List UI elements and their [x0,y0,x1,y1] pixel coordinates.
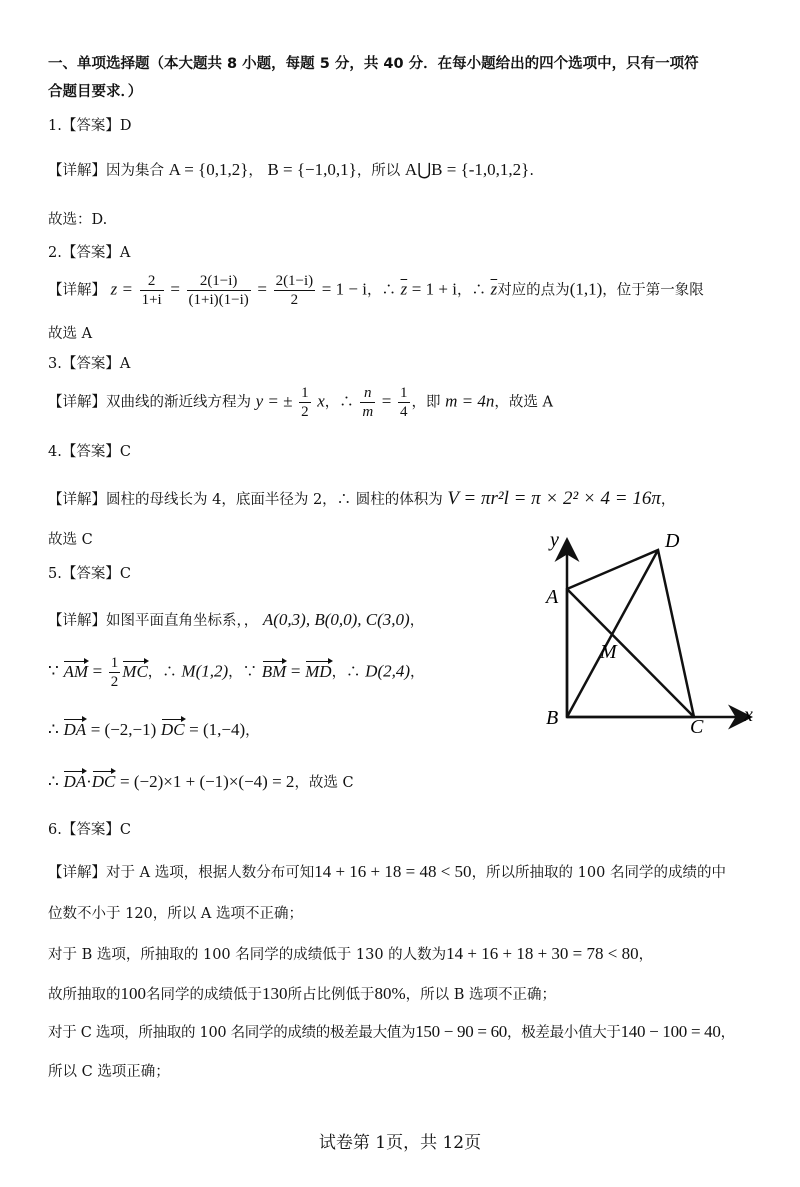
q1-set-a: A = {0,1,2} [168,160,249,179]
q5-dot-val: = (−2)×1 + (−1)×(−4) = 2 [120,772,295,791]
q2-zbar2: $\overline{z}$ [490,279,498,299]
q3-answer: 3.【答案】A [48,356,131,372]
q6-detail-line6: 所以 C 选项正确； [48,1064,170,1080]
q6-l1-math: 14 + 16 + 18 = 48 < 50 [314,862,472,881]
q6-l4d: ，所以 B 选项不正确； [405,987,557,1003]
q6-answer: 6.【答案】C [48,822,131,838]
q1-end: . [529,163,534,179]
quadrilateral-abcd [567,550,694,717]
label-c: C [690,716,704,738]
q5-text4: ，∵ [228,664,258,681]
q5-vec-bm: BM [261,661,287,681]
q5-vec-da2: DA [63,772,87,791]
q3-frac3-den: 4 [400,404,408,420]
q5-vec-dc: DC [160,720,185,739]
q3-text1: 双曲线的渐近线方程为 [106,394,251,411]
q2-result: = 1 − i [321,279,367,299]
label-m: M [600,641,617,663]
q5-answer: 5.【答案】C [48,566,131,582]
q2-zbar: $\overline{z}$ [400,279,408,299]
q5-text2: ， [409,613,425,629]
coordinate-figure [530,528,770,743]
q3-detail [48,384,553,421]
q5-detail-line1 [48,610,424,630]
q2-eq1: = [170,279,180,299]
label-a: A [546,586,559,608]
q1-sep: ， [248,163,263,179]
segment-ac [567,589,694,717]
q6-l5b: ，极差最小值大于 [507,1025,621,1041]
q5-text5: ，∴ [331,664,361,681]
q2-frac1-num: 2 [140,272,164,291]
q3-frac1 [299,384,311,421]
q1-union: A⋃B = {-1,0,1,2} [404,160,530,179]
q2-text4: ，位于第一象限 [602,282,704,299]
q4-detail [48,488,675,511]
q5-dot: · [86,772,92,791]
q5-detail-line2 [48,654,425,691]
q1-text2: ，所以 [356,163,401,179]
q5-coords: A(0,3), B(0,0), C(3,0) [262,610,410,629]
q5-because1: ∵ [48,661,59,681]
q3-frac1-num: 1 [301,385,309,401]
q3-frac3 [398,384,410,421]
q6-detail-line1 [48,862,726,882]
q5-detail-line3 [48,720,260,740]
q4-answer: 4.【答案】C [48,444,131,460]
q3-x: x [317,391,325,411]
q2-frac2-num: 2(1−i) [187,272,251,291]
section-title-line1: 一、单项选择题（本大题共 8 小题，每题 5 分，共 40 分．在每小题给出的四个选项中，只有一项符 [48,56,699,72]
q2-result2: = 1 + i [411,279,457,299]
q6-detail-line5 [48,1022,735,1042]
q3-eq: = [381,391,392,411]
detail-label: 【详解】 [48,492,106,508]
q2-frac3-den: 2 [290,292,299,308]
q6-l4a: 故所抽取的 [48,987,121,1003]
q3-frac2-num: n [360,384,375,403]
q6-l4-math2: 130 [262,984,288,1003]
q6-l3-math: 14 + 16 + 18 + 30 = 78 < 80 [446,944,639,963]
q1-choose: 故选：D. [48,212,108,228]
q3-frac3-num: 1 [400,385,408,401]
q6-l3a: 对于 B 选项，所抽取的 100 名同学的成绩低于 130 的人数为 [48,947,447,963]
q2-text1: ，∴ [366,282,396,299]
q2-text3: 对应的点为 [497,282,570,299]
q2-frac3 [274,272,316,309]
label-x: x [744,704,753,726]
q5-text3: ，∴ [147,664,177,681]
label-b: B [546,707,559,729]
page-footer: 试卷第 1页，共 12页 [318,1133,482,1153]
q6-l5a: 对于 C 选项，所抽取的 100 名同学的成绩的极差最大值为 [48,1025,416,1041]
q5-half-num: 1 [110,655,119,671]
q3-frac1-den: 2 [301,404,309,420]
q4-formula: V = πr²l = π × 2² × 4 = 16π [447,488,661,509]
q5-d-point: D(2,4) [365,661,411,681]
q5-half [109,654,121,691]
q3-text4: ，故选 A [494,394,553,411]
detail-label: 【详解】 [48,282,106,299]
q2-point: (1,1) [569,279,603,299]
q5-vec-am: AM [63,661,88,681]
q1-answer: 1.【答案】D [48,118,132,134]
q5-eq2: = [290,661,301,681]
detail-label: 【详解】 [48,865,106,881]
q5-text8: ，故选 C [294,775,354,791]
q5-vec-md: MD [305,661,332,681]
q5-vec-da: DA [63,720,87,739]
q3-text2: ，∴ [324,394,354,411]
detail-label: 【详解】 [48,163,106,179]
q2-text2: ，∴ [456,282,486,299]
detail-label: 【详解】 [48,394,106,411]
q1-detail [48,160,534,180]
q5-m-point: M(1,2) [181,661,229,681]
q5-text6: ， [410,664,425,681]
q6-l5-math2: 140 − 100 = 40 [620,1022,721,1041]
q2-eq2: = [257,279,267,299]
q6-l4c: 所占比例低于 [287,987,375,1003]
q5-therefore2: ∴ [48,772,59,791]
q6-l1b: ，所以所抽取的 100 名同学的成绩的中 [471,865,726,881]
q3-y-eq: y = ± [255,391,293,411]
q5-text7: ， [245,723,260,739]
q2-frac1 [140,272,164,309]
q4-text2: ， [660,492,676,508]
q6-l4-math1: 100 [120,984,146,1003]
q6-detail-line3 [48,944,653,964]
q6-l3b: ， [638,947,654,963]
q2-answer: 2.【答案】A [48,245,131,261]
q2-frac2-den: (1+i)(1−i) [188,292,249,308]
q3-frac2-den: m [362,404,374,420]
label-d: D [665,530,680,552]
q5-vec-dc2: DC [91,772,116,791]
q2-choose: 故选 A [48,326,93,342]
q2-frac2 [187,272,251,309]
q2-frac3-num: 2(1−i) [275,273,314,289]
q6-detail-line2: 位数不小于 120，所以 A 选项不正确； [48,906,303,922]
q2-frac1-den: 1+i [141,292,162,308]
q5-half-den: 2 [110,674,119,690]
q4-choose: 故选 C [48,532,93,548]
q1-text: 因为集合 [106,163,164,179]
q5-vec-mc: MC [122,661,148,681]
q5-detail-line4 [48,772,354,792]
detail-label: 【详解】 [48,613,106,629]
q3-text3: ，即 [411,394,441,411]
q6-l5c: ， [720,1025,735,1041]
q5-dc-val: = (1,−4) [189,720,246,739]
q2-z: z = [110,279,133,299]
q4-text1: 圆柱的母线长为 4，底面半径为 2，∴ 圆柱的体积为 [106,492,443,508]
q6-l5-math1: 150 − 90 = 60 [415,1022,507,1041]
segment-bd [567,550,658,717]
q5-eq1: = [92,661,103,681]
q6-l4b: 名同学的成绩低于 [146,987,262,1003]
q1-set-b: B = {−1,0,1} [267,160,357,179]
q5-text1: 如图平面直角坐标系，， [106,613,259,629]
q5-da-val: = (−2,−1) [90,720,157,739]
q6-l4-math3: 80% [374,984,406,1003]
q6-l1a: 对于 A 选项，根据人数分布可知 [106,865,315,881]
q3-frac2 [360,384,375,421]
label-y: y [550,529,559,551]
section-title-line2: 合题目要求．） [48,84,143,100]
q5-therefore1: ∴ [48,720,59,739]
q6-detail-line4 [48,984,556,1004]
q2-detail [48,272,704,309]
q3-m-eq: m = 4n [445,391,495,411]
